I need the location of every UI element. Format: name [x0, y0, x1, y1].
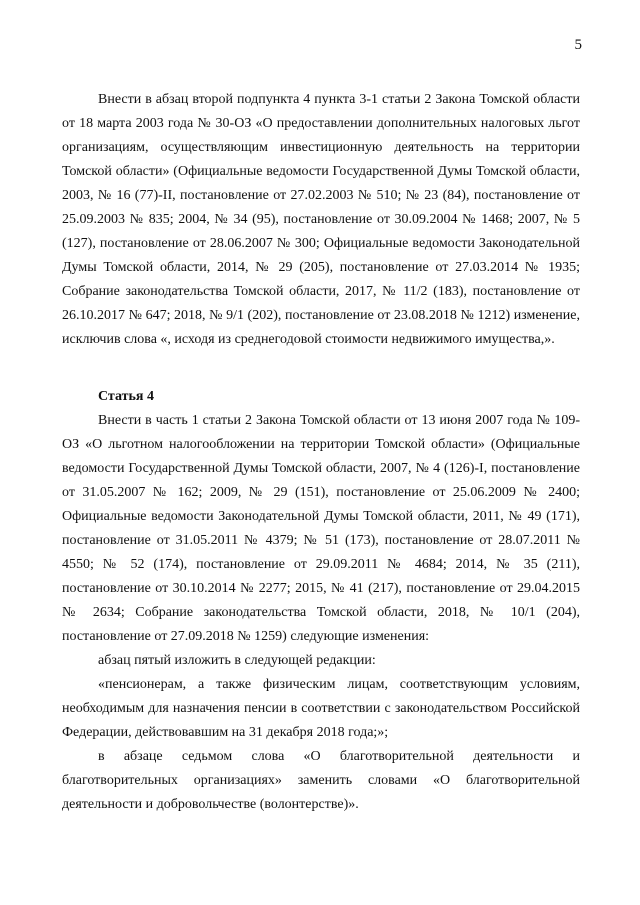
paragraph-article-4-instruction: абзац пятый изложить в следующей редакции: — [98, 653, 376, 668]
paragraph-article-4-intro: Внести в часть 1 статьи 2 Закона Томской области от 13 июня 2007 года № 109-ОЗ «О льготном налогообложении на территории Томской области» (Официальные ведомости Государственной Думы Томской области, 2007, № 4 (126)-I, постановление от 31.05.2007 № 162; 2009, № 29 (151), постановление от 25.06.2009 № 2400; Официальные ведомости Законодательной Думы Томской области, 2011, № 49 (171), постановление от 31.05.2011 № 4379; № 51 (173), постановление от 28.07.2011 № 4550; № 52 (174), постановление от 29.09.2011 № 4684; 2014, № 35 (211), постановление от 30.10.2014 № 2277; 2015, № 41 (217), постановление от 29.04.2015 № 2634; Собрание законодательства Томской области, 2018, № 10/1 (204), постановление от 27.09.2018 № 1259) следующие изменения: — [62, 413, 580, 644]
paragraph-article-3-amendment: Внести в абзац второй подпункта 4 пункта 3-1 статьи 2 Закона Томской области от 18 марта 2003 года № 30-ОЗ «О предоставлении дополнительных налоговых льгот организациям, осуществляющим инвестиционную деятельность на территории Томской области» (Официальные ведомости Государственной Думы Томской области, 2003, № 16 (77)-II, постановление от 27.02.2003 № 510; № 23 (84), постановление от 25.09.2003 № 835; 2004, № 34 (95), постановление от 30.09.2004 № 1468; 2007, № 5 (127), постановление от 28.06.2007 № 300; Официальные ведомости Законодательной Думы Томской области, 2014, № 29 (205), постановление от 27.03.2014 № 1935; Собрание законодательства Томской области, 2017, № 11/2 (183), постановление от 26.10.2017 № 647; 2018, № 9/1 (202), постановление от 23.08.2018 № 1212) изменение, исключив слова «, исходя из среднегодовой стоимости недвижимого имущества,». — [62, 92, 580, 347]
page-number: 5 — [574, 37, 582, 53]
paragraph-article-4-new-wording: «пенсионерам, а также физическим лицам, соответствующим условиям, необходимым для назначения пенсии в соответствии с законодательством Российской Федерации, действовавшим на 31 декабря 2018 года;»; — [62, 677, 580, 740]
article-heading: Статья 4 — [98, 389, 154, 404]
document-body — [62, 88, 580, 817]
paragraph-article-4-replacement: в абзаце седьмом слова «О благотворительной деятельности и благотворительных организациях» заменить словами «О благотворительной деятельности и добровольчестве (волонтерстве)». — [62, 749, 580, 812]
